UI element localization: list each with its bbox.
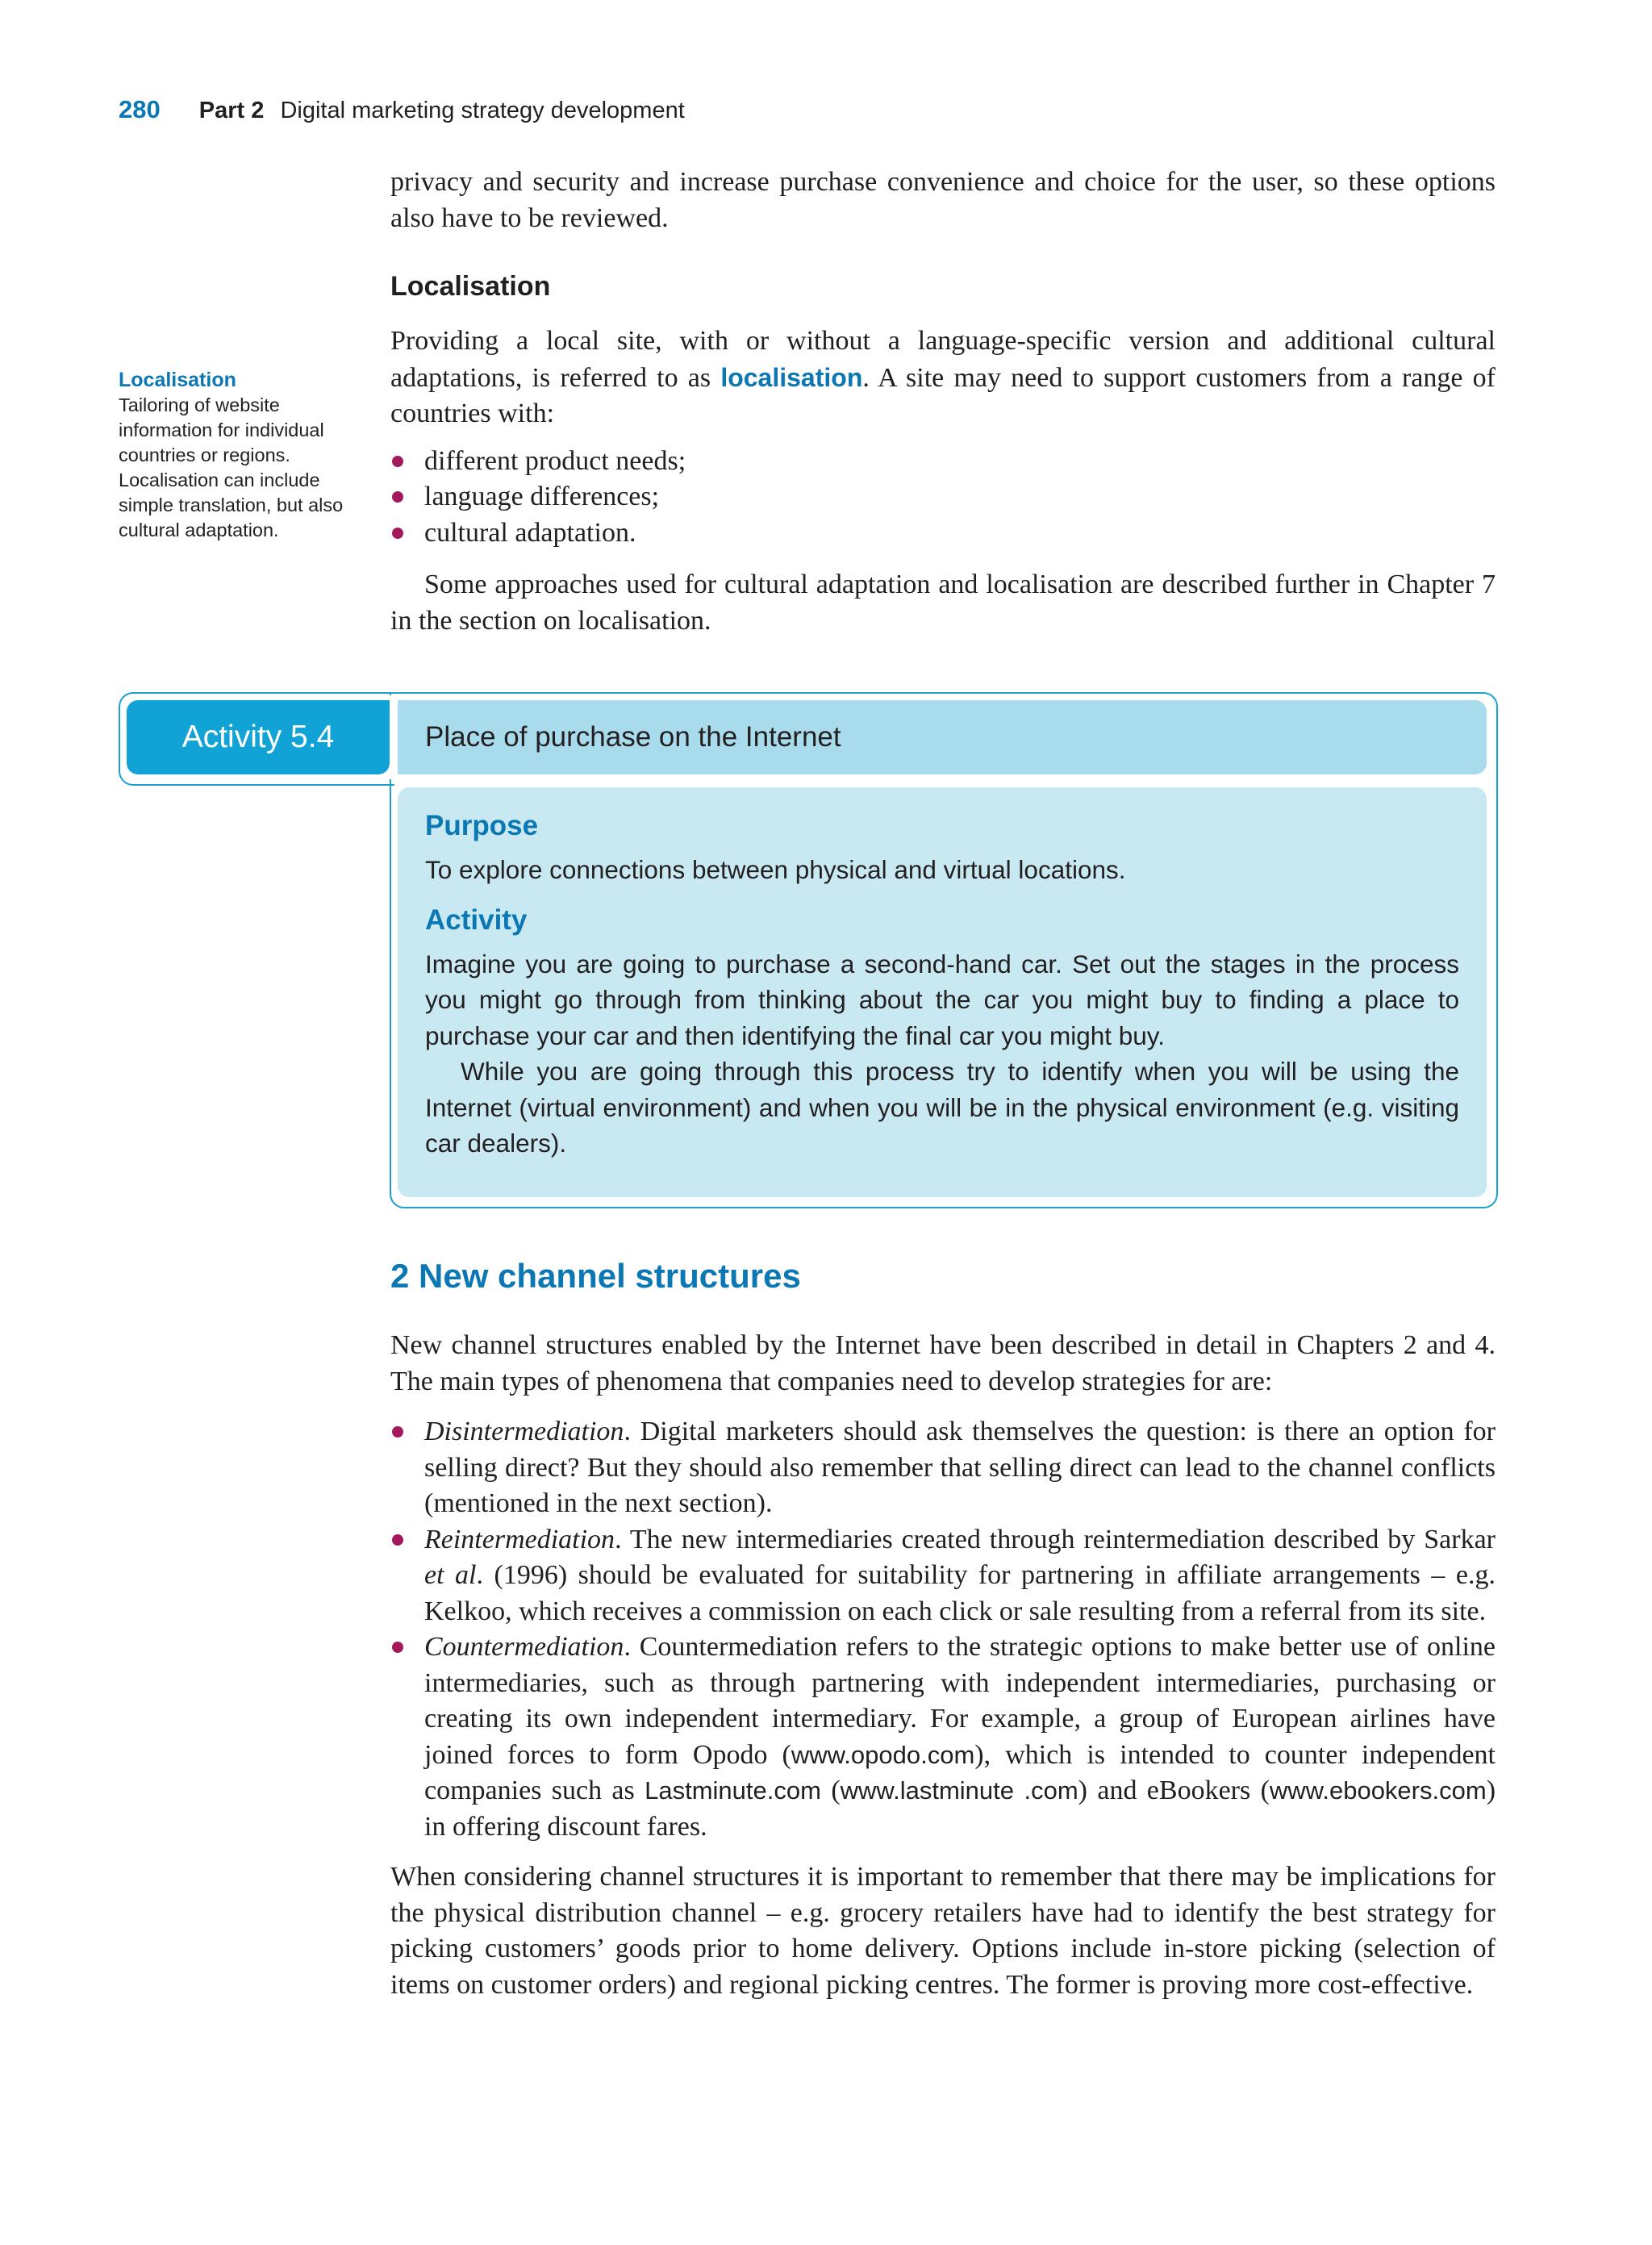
part-label: Part 2 <box>198 98 265 123</box>
activity-text-1: Imagine you are going to purchase a second-hand car. Set out the stages in the process you might go through from thinking about the car you might buy to finding a place to purchase your car and then identifying the final car you might buy. <box>425 949 1459 1050</box>
intro-block <box>390 165 1496 236</box>
running-header <box>119 95 685 124</box>
activity-badge: Activity 5.4 <box>127 700 390 774</box>
bullet-icon <box>392 1642 403 1653</box>
channel-structures-section <box>390 1257 1496 2003</box>
list-item: cultural adaptation. <box>390 515 1496 552</box>
part-title: Digital marketing strategy development <box>280 98 685 123</box>
activity-box <box>119 692 1495 1207</box>
bullet-icon <box>392 528 403 539</box>
lastminute-link[interactable]: www.lastminute .com <box>840 1776 1078 1805</box>
channel-bullet-list <box>390 1414 1496 1845</box>
glossary-definition: Tailoring of website information for individual countries or regions. Localisation can include simple translation, but also cultural adaptation. <box>119 394 344 540</box>
page-number: 280 <box>119 95 161 123</box>
list-item: Disintermediation. Digital marketers should ask themselves the question: is there an option for selling direct? But they should also remember that selling direct can lead to the channel conflicts (mentioned in the next section). <box>390 1414 1496 1522</box>
purpose-text: To explore connections between physical and virtual locations. <box>425 855 1126 884</box>
lastminute-brand: Lastminute.com <box>645 1776 821 1805</box>
activity-title: Place of purchase on the Internet <box>398 700 1487 774</box>
localisation-text-before: Providing a local site, with or without a language-specific version and additional cultural adaptations, is referred to as <box>390 326 1496 393</box>
list-item: Reintermediation. The new intermediaries created through reintermediation described by Sarkar et al. (1996) should be evaluated for suitability for partnering in affiliate arrangements – e.g. Kelkoo, which receives a commission on each click or sale resulting from a referral from its site. <box>390 1522 1496 1630</box>
list-item: language differences; <box>390 479 1496 515</box>
bullet-icon <box>392 491 403 503</box>
localisation-keyword: localisation <box>720 362 863 392</box>
ebookers-link[interactable]: www.ebookers.com <box>1269 1776 1487 1805</box>
localisation-bullet-list <box>390 444 1496 552</box>
section-intro-paragraph: New channel structures enabled by the Internet have been described in detail in Chapters 2 and 4. The main types of phenomena that companies need to develop strategies for are: <box>390 1330 1496 1396</box>
purpose-heading: Purpose <box>425 810 539 841</box>
list-item: different product needs; <box>390 444 1496 480</box>
countermediation-term: Countermediation <box>424 1632 624 1662</box>
localisation-paragraph <box>390 323 1496 432</box>
localisation-heading: Localisation <box>390 271 551 302</box>
bullet-icon <box>392 1534 403 1546</box>
disintermediation-term: Disintermediation <box>424 1417 624 1446</box>
localisation-closing-paragraph: Some approaches used for cultural adaptation and localisation are described further in Chapter 7 in the section on localisation. <box>390 570 1496 636</box>
glossary-term: Localisation <box>119 369 236 391</box>
bullet-icon <box>392 456 403 467</box>
localisation-text-after: . A site may need to support customers from a range of countries with: <box>390 362 1496 428</box>
activity-heading: Activity <box>425 903 528 936</box>
section-heading: 2 New channel structures <box>390 1257 801 1295</box>
activity-text-2: While you are going through this process try to identify when you will be using the Internet (virtual environment) and when you will be in the physical environment (e.g. visiting car dealers). <box>425 1057 1459 1158</box>
margin-glossary <box>119 368 344 543</box>
list-item: Countermediation. Countermediation refers to the strategic options to make better use of online intermediaries, such as through partnering with independent intermediaries, purchasing or creating its own independent intermediary. For example, a group of European airlines have joined forces to form Opodo (www.opodo.com), which is intended to counter independent companies such as Lastminute.com (www.lastminute .com) and eBookers (www.ebookers.com) in offering discount fares. <box>390 1630 1496 1845</box>
section-closing-paragraph: When considering channel structures it is important to remember that there may be implications for the physical distribution channel – e.g. grocery retailers have had to identify the best strategy for picking customers’ goods prior to home delivery. Options include in-store picking (selection of items on customer orders) and regional picking centres. The former is proving more cost-effective. <box>390 1862 1496 2000</box>
activity-body <box>398 787 1487 1197</box>
localisation-section <box>390 271 1496 639</box>
intro-paragraph: privacy and security and increase purchase convenience and choice for the user, so these options also have to be reviewed. <box>390 167 1496 233</box>
bullet-icon <box>392 1426 403 1438</box>
reintermediation-term: Reintermediation <box>424 1524 615 1554</box>
opodo-link[interactable]: www.opodo.com <box>791 1740 975 1769</box>
